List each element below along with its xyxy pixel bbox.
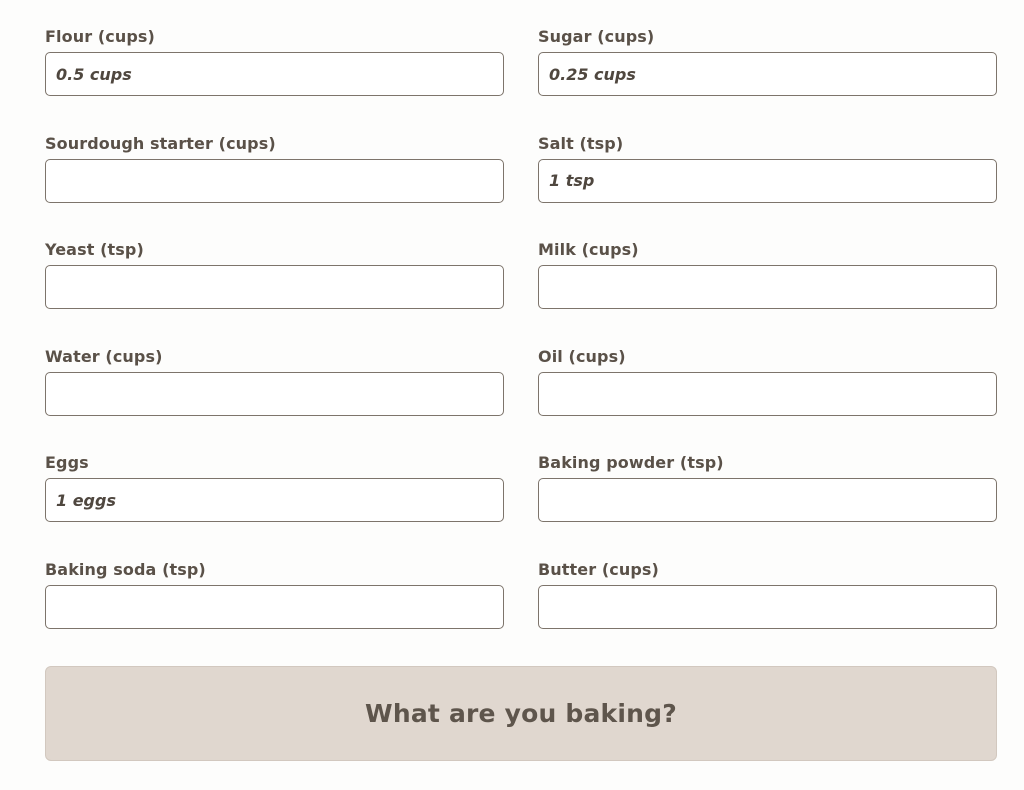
eggs-input[interactable]	[45, 478, 504, 522]
baking-powder-field	[538, 453, 997, 560]
salt-label: Salt (tsp)	[538, 133, 624, 153]
baking-soda-field	[45, 560, 504, 667]
eggs-label: Eggs	[45, 453, 89, 473]
yeast-label: Yeast (tsp)	[45, 240, 144, 260]
ingredients-form	[45, 27, 997, 667]
sourdough-starter-field	[45, 134, 504, 241]
sugar-input[interactable]	[538, 52, 997, 96]
milk-field	[538, 240, 997, 347]
salt-field	[538, 134, 997, 241]
sourdough-starter-input[interactable]	[45, 159, 504, 203]
flour-input[interactable]	[45, 52, 504, 96]
oil-label: Oil (cups)	[538, 346, 626, 366]
milk-input[interactable]	[538, 265, 997, 309]
butter-input[interactable]	[538, 585, 997, 629]
oil-input[interactable]	[538, 372, 997, 416]
what-are-you-baking-button[interactable]: What are you baking?	[45, 666, 997, 761]
sugar-field	[538, 27, 997, 134]
baking-powder-input[interactable]	[538, 478, 997, 522]
yeast-field	[45, 240, 504, 347]
baking-soda-label: Baking soda (tsp)	[45, 559, 206, 579]
butter-field	[538, 560, 997, 667]
water-input[interactable]	[45, 372, 504, 416]
yeast-input[interactable]	[45, 265, 504, 309]
water-label: Water (cups)	[45, 346, 163, 366]
water-field	[45, 347, 504, 454]
flour-field	[45, 27, 504, 134]
oil-field	[538, 347, 997, 454]
baking-soda-input[interactable]	[45, 585, 504, 629]
sugar-label: Sugar (cups)	[538, 27, 655, 46]
butter-label: Butter (cups)	[538, 559, 659, 579]
salt-input[interactable]	[538, 159, 997, 203]
flour-label: Flour (cups)	[45, 27, 155, 46]
milk-label: Milk (cups)	[538, 240, 639, 260]
baking-powder-label: Baking powder (tsp)	[538, 453, 724, 473]
eggs-field	[45, 453, 504, 560]
sourdough-starter-label: Sourdough starter (cups)	[45, 133, 276, 153]
